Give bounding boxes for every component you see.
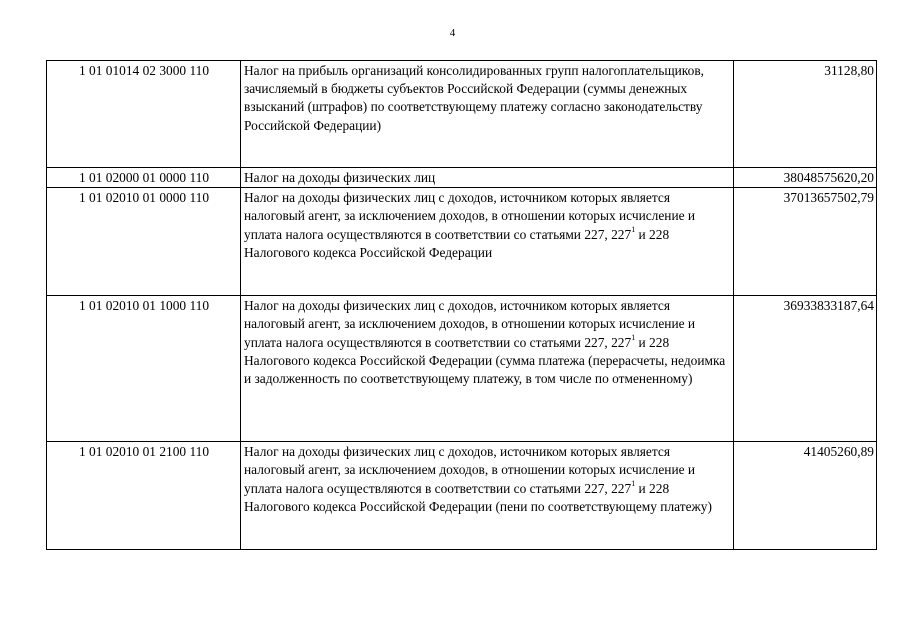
budget-code-cell: 1 01 02010 01 1000 110 [47, 296, 241, 442]
budget-revenue-table [46, 60, 877, 550]
description-text: Налог на доходы физических лиц с доходов, источником которых является налоговый агент, за исключением доходов, в отношении которых исчисление и уплата налога осуществляются в соответствии со статьями 227, 227 [244, 298, 696, 350]
description-text: Налог на доходы физических лиц с доходов, источником которых является налоговый агент, за исключением доходов, в отношении которых исчисление и уплата налога осуществляются в соответствии со статьями 227, 227 [244, 444, 696, 496]
amount-cell: 31128,80 [734, 61, 877, 168]
description-text: и 228 Налогового кодекса Российской Федерации (пени по соответствующему платежу) [244, 480, 712, 514]
article-superscript: 1 [631, 225, 636, 235]
budget-code-cell: 1 01 02010 01 2100 110 [47, 442, 241, 550]
table-row [47, 168, 877, 188]
budget-code-cell: 1 01 01014 02 3000 110 [47, 61, 241, 168]
amount-cell: 41405260,89 [734, 442, 877, 550]
table-row [47, 61, 877, 168]
article-superscript: 1 [631, 333, 636, 343]
description-cell [241, 188, 734, 296]
description-cell [241, 296, 734, 442]
description-text: Налог на доходы физических лиц с доходов, источником которых является налоговый агент, за исключением доходов, в отношении которых исчисление и уплата налога осуществляются в соответствии со статьями 227, 227 [244, 190, 696, 242]
amount-cell: 37013657502,79 [734, 188, 877, 296]
description-cell [241, 442, 734, 550]
page-number: 4 [449, 27, 456, 39]
description-text: и 228 Налогового кодекса Российской Федерации (сумма платежа (перерасчеты, недоимка и задолженность по соответствующему платежу, в том числе по отмененному) [244, 334, 726, 387]
article-superscript: 1 [631, 479, 636, 489]
amount-cell: 36933833187,64 [734, 296, 877, 442]
amount-cell: 38048575620,20 [734, 168, 877, 188]
description-text: и 228 Налогового кодекса Российской Федерации [244, 226, 670, 260]
table-row [47, 442, 877, 550]
table-row [47, 188, 877, 296]
budget-code-cell: 1 01 02010 01 0000 110 [47, 188, 241, 296]
table-row [47, 296, 877, 442]
description-cell: Налог на доходы физических лиц [241, 168, 734, 188]
description-cell: Налог на прибыль организаций консолидированных групп налогоплательщиков, зачисляемый в бюджеты субъектов Российской Федерации (суммы денежных взысканий (штрафов) по соответствующему платежу согласно законодательству Российской Федерации) [241, 61, 734, 168]
budget-code-cell: 1 01 02000 01 0000 110 [47, 168, 241, 188]
